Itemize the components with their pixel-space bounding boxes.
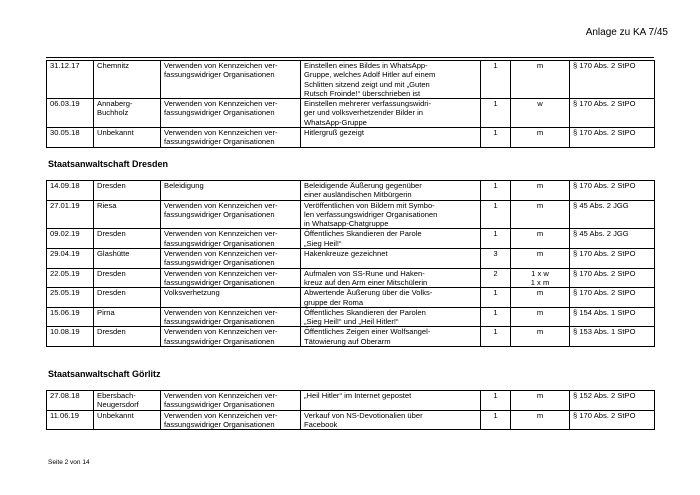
outcome-cell: § 170 Abs. 2 StPO: [570, 268, 655, 288]
outcome-cell: § 45 Abs. 2 JGG: [570, 229, 655, 249]
section-title-goerlitz: Staatsanwaltschaft Görlitz: [48, 369, 161, 379]
count-cell: 1: [481, 288, 511, 308]
table-goerlitz: [46, 390, 655, 430]
offense-cell: Verwenden von Kennzeichen ver- fassungswidriger Organisationen: [161, 327, 301, 347]
table-row: [47, 61, 655, 99]
count-cell: 1: [481, 61, 511, 99]
outcome-cell: § 170 Abs. 2 StPO: [570, 99, 655, 128]
description-cell: Aufmalen von SS-Rune und Haken- kreuz auf den Arm einer Mitschülerin: [301, 268, 481, 288]
count-cell: 3: [481, 249, 511, 269]
gender-cell: m: [511, 200, 570, 229]
location-cell: Chemnitz: [94, 61, 161, 99]
gender-cell: m: [511, 128, 570, 148]
location-cell: Dresden: [94, 288, 161, 308]
date-cell: 29.04.19: [47, 249, 94, 269]
outcome-cell: § 45 Abs. 2 JGG: [570, 200, 655, 229]
table-row: [47, 410, 655, 430]
count-cell: 1: [481, 99, 511, 128]
gender-cell: m: [511, 181, 570, 201]
gender-cell: m: [511, 249, 570, 269]
description-cell: Einstellen eines Bildes in WhatsApp- Gruppe, welches Adolf Hitler auf einem Schlitten sitzend zeigt und mit „Guten Rutsch Froinde!“ überschrieben ist: [301, 61, 481, 99]
count-cell: 1: [481, 327, 511, 347]
count-cell: 1: [481, 391, 511, 411]
outcome-cell: § 170 Abs. 2 StPO: [570, 181, 655, 201]
location-cell: Unbekannt: [94, 128, 161, 148]
description-cell: Abwertende Äußerung über die Volks- gruppe der Roma: [301, 288, 481, 308]
description-cell: Öffentliches Skandieren der Parole „Sieg Heil!“: [301, 229, 481, 249]
count-cell: 1: [481, 181, 511, 201]
top-rule: [46, 57, 654, 58]
outcome-cell: § 170 Abs. 2 StPO: [570, 128, 655, 148]
offense-cell: Verwenden von Kennzeichen ver- fassungswidriger Organisationen: [161, 128, 301, 148]
description-cell: Einstellen mehrerer verfassungswidri- ger und volksverhetzender Bilder in WhatsApp-Gruppe: [301, 99, 481, 128]
location-cell: Dresden: [94, 229, 161, 249]
date-cell: 11.06.19: [47, 410, 94, 430]
page-footer: Seite 2 von 14: [48, 459, 90, 466]
offense-cell: Verwenden von Kennzeichen ver- fassungswidriger Organisationen: [161, 99, 301, 128]
table-row: [47, 391, 655, 411]
gender-cell: 1 x w 1 x m: [511, 268, 570, 288]
count-cell: 1: [481, 200, 511, 229]
offense-cell: Volksverhetzung: [161, 288, 301, 308]
count-cell: 1: [481, 307, 511, 327]
outcome-cell: § 170 Abs. 2 StPO: [570, 410, 655, 430]
table-row: [47, 200, 655, 229]
offense-cell: Verwenden von Kennzeichen ver- fassungswidriger Organisationen: [161, 307, 301, 327]
description-cell: Hakenkreuze gezeichnet: [301, 249, 481, 269]
date-cell: 27.01.19: [47, 200, 94, 229]
table-row: [47, 128, 655, 148]
date-cell: 15.06.19: [47, 307, 94, 327]
location-cell: Dresden: [94, 181, 161, 201]
table-row: [47, 229, 655, 249]
date-cell: 31.12.17: [47, 61, 94, 99]
gender-cell: m: [511, 327, 570, 347]
gender-cell: w: [511, 99, 570, 128]
gender-cell: m: [511, 391, 570, 411]
count-cell: 2: [481, 268, 511, 288]
date-cell: 30.05.18: [47, 128, 94, 148]
location-cell: Unbekannt: [94, 410, 161, 430]
gender-cell: m: [511, 307, 570, 327]
date-cell: 27.08.18: [47, 391, 94, 411]
offense-cell: Verwenden von Kennzeichen ver- fassungswidriger Organisationen: [161, 249, 301, 269]
outcome-cell: § 153 Abs. 1 StPO: [570, 327, 655, 347]
count-cell: 1: [481, 229, 511, 249]
table-row: [47, 307, 655, 327]
table-row: [47, 181, 655, 201]
offense-cell: Beleidigung: [161, 181, 301, 201]
description-cell: Hitlergruß gezeigt: [301, 128, 481, 148]
location-cell: Pirna: [94, 307, 161, 327]
outcome-cell: § 170 Abs. 2 StPO: [570, 61, 655, 99]
offense-cell: Verwenden von Kennzeichen ver- fassungswidriger Organisationen: [161, 410, 301, 430]
date-cell: 09.02.19: [47, 229, 94, 249]
gender-cell: m: [511, 410, 570, 430]
date-cell: 25.05.19: [47, 288, 94, 308]
offense-cell: Verwenden von Kennzeichen ver- fassungswidriger Organisationen: [161, 229, 301, 249]
date-cell: 10.08.19: [47, 327, 94, 347]
offense-cell: Verwenden von Kennzeichen ver- fassungswidriger Organisationen: [161, 200, 301, 229]
description-cell: „Heil Hitler“ im Internet gepostet: [301, 391, 481, 411]
section-title-dresden: Staatsanwaltschaft Dresden: [48, 159, 169, 169]
count-cell: 1: [481, 410, 511, 430]
date-cell: 14.09.18: [47, 181, 94, 201]
offense-cell: Verwenden von Kennzeichen ver- fassungswidriger Organisationen: [161, 61, 301, 99]
outcome-cell: § 170 Abs. 2 StPO: [570, 288, 655, 308]
date-cell: 06.03.19: [47, 99, 94, 128]
description-cell: Öffentliches Skandieren der Parolen „Sieg Heil!“ und „Heil Hitler!“: [301, 307, 481, 327]
table-row: [47, 99, 655, 128]
table-row: [47, 249, 655, 269]
table-row: [47, 288, 655, 308]
description-cell: Veröffentlichen von Bildern mit Symbo- len verfassungswidriger Organisationen in Whatsapp-Chatgruppe: [301, 200, 481, 229]
gender-cell: m: [511, 61, 570, 99]
description-cell: Beleidigende Äußerung gegenüber einer ausländischen Mitbürgerin: [301, 181, 481, 201]
offense-cell: Verwenden von Kennzeichen ver- fassungswidriger Organisationen: [161, 391, 301, 411]
table-row: [47, 268, 655, 288]
table-continued: [46, 60, 655, 148]
outcome-cell: § 152 Abs. 2 StPO: [570, 391, 655, 411]
gender-cell: m: [511, 288, 570, 308]
description-cell: Verkauf von NS-Devotionalien über Facebook: [301, 410, 481, 430]
location-cell: Ebersbach- Neugersdorf: [94, 391, 161, 411]
description-cell: Öffentliches Zeigen einer Wolfsangel- Tätowierung auf Oberarm: [301, 327, 481, 347]
location-cell: Dresden: [94, 327, 161, 347]
location-cell: Dresden: [94, 268, 161, 288]
table-dresden: [46, 180, 655, 347]
table-row: [47, 327, 655, 347]
count-cell: 1: [481, 128, 511, 148]
document-annex-title: Anlage zu KA 7/45: [585, 27, 668, 38]
location-cell: Riesa: [94, 200, 161, 229]
outcome-cell: § 170 Abs. 2 StPO: [570, 249, 655, 269]
location-cell: Annaberg- Buchholz: [94, 99, 161, 128]
outcome-cell: § 154 Abs. 1 StPO: [570, 307, 655, 327]
date-cell: 22.05.19: [47, 268, 94, 288]
gender-cell: m: [511, 229, 570, 249]
location-cell: Glashütte: [94, 249, 161, 269]
offense-cell: Verwenden von Kennzeichen ver- fassungswidriger Organisationen: [161, 268, 301, 288]
